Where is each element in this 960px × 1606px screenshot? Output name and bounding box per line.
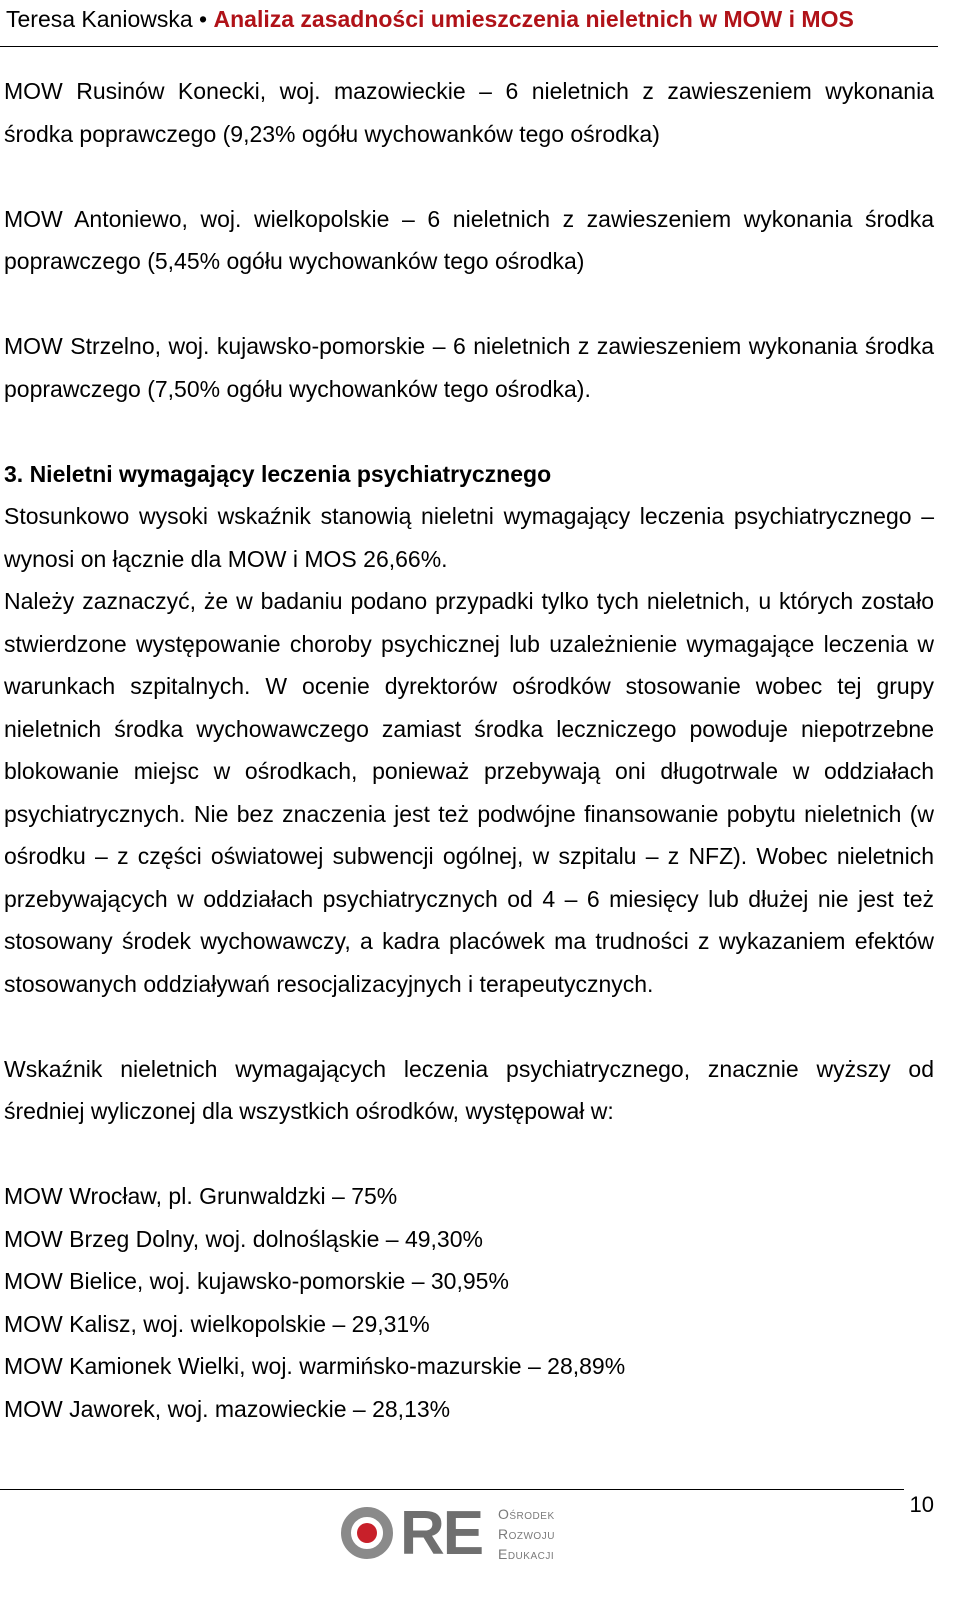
ore-logo-line3: Edukacji [498, 1546, 555, 1562]
list-item: MOW Wrocław, pl. Grunwaldzki – 75% [4, 1183, 398, 1209]
paragraph-indicator: Stosunkowo wysoki wskaźnik stanowią nieletni wymagający leczenia psychiatrycznego – wynosi on łącznie dla MOW i MOS 26,66%. [4, 503, 934, 572]
ore-logo-name [498, 1504, 555, 1564]
list-item: MOW Jaworek, woj. mazowieckie – 28,13% [4, 1395, 451, 1422]
paragraph-strzelno: MOW Strzelno, woj. kujawsko-pomorskie – 6 nieletnich z zawieszeniem wykonania środka poprawczego (7,50% ogółu wychowanków tego ośrodka). [4, 333, 934, 402]
list-item: MOW Bielice, woj. kujawsko-pomorskie – 30,95% [4, 1268, 509, 1294]
page-number: 10 [909, 1492, 934, 1517]
ore-logo-circle-icon [340, 1506, 394, 1560]
ore-logo-letters: RE [400, 1499, 483, 1568]
header-author: Teresa Kaniowska [6, 6, 193, 32]
ore-logo [340, 1499, 570, 1568]
header-title: Analiza zasadności umieszczenia nieletnich w MOW i MOS [213, 6, 854, 32]
section-heading: 3. Nieletni wymagający leczenia psychiatrycznego [4, 460, 552, 487]
running-header [6, 4, 936, 46]
paragraph-list-intro: Wskaźnik nieletnich wymagających leczenia psychiatrycznego, znacznie wyższy od średniej wyliczonej dla wszystkich ośrodków, występował w: [4, 1055, 934, 1124]
ore-logo-line2: Rozwoju [498, 1526, 555, 1542]
ore-logo-line1: Ośrodek [498, 1506, 555, 1522]
list-item: MOW Brzeg Dolny, woj. dolnośląskie – 49,30% [4, 1225, 483, 1252]
paragraph-rusinow: MOW Rusinów Konecki, woj. mazowieckie – 6 nieletnich z zawieszeniem wykonania środka poprawczego (9,23% ogółu wychowanków tego ośrodka) [4, 78, 934, 147]
list-item: MOW Kamionek Wielki, woj. warmińsko-mazurskie – 28,89% [4, 1353, 626, 1379]
paragraph-antoniewo: MOW Antoniewo, woj. wielkopolskie – 6 nieletnich z zawieszeniem wykonania środka poprawczego (5,45% ogółu wychowanków tego ośrodka) [4, 205, 934, 274]
header-rule [0, 46, 938, 47]
header-separator: • [192, 6, 214, 32]
list-item: MOW Kalisz, woj. wielkopolskie – 29,31% [4, 1310, 430, 1337]
footer-rule [0, 1489, 904, 1490]
document-body [4, 70, 934, 1430]
paragraph-explanation: Należy zaznaczyć, że w badaniu podano przypadki tylko tych nieletnich, u których zostało stwierdzone występowanie choroby psychicznej lub uzależnienie wymagające leczenia w warunkach szpitalnych. W ocenie dyrektorów ośrodków stosowanie wobec tej grupy nieletnich środka wychowawczego zamiast środka leczniczego powoduje niepotrzebne blokowanie miejsc w ośrodkach, ponieważ przebywają oni długotrwale w oddziałach psychiatrycznych. Nie bez znaczenia jest też podwójne finansowanie pobytu nieletnich (w ośrodku – z części oświatowej subwencji ogólnej, w szpitalu – z NFZ). Wobec nieletnich przebywających w oddziałach psychiatrycznych od 4 – 6 miesięcy lub dłużej nie jest też stosowany środek wychowawczy, a kadra placówek ma trudności z wykazaniem efektów stosowanych oddziaływań resocjalizacyjnych i terapeutycznych. [4, 588, 934, 997]
